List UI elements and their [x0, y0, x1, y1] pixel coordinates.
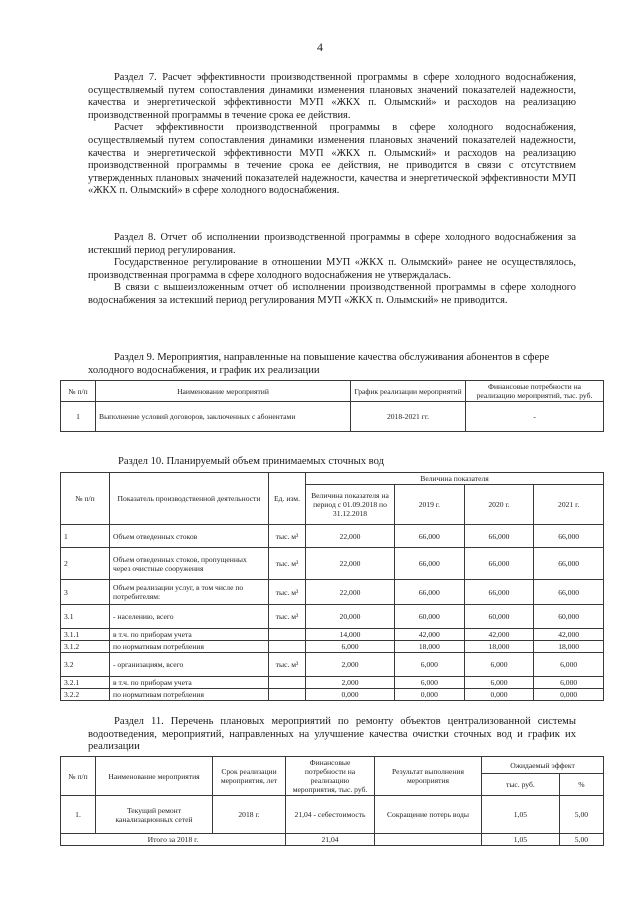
cell-2019: 0,000	[395, 689, 465, 701]
section7-paragraph-1: Раздел 7. Расчет эффективности производственной программы в сфере холодного водоснабжения, осуществляемый путем сопоставления динамики изменения плановых значений показателей надежности, качества и энергетической эффективности МУП «ЖКХ п. Олымский» и расходов на реализацию производственной программы в течение срока ее действия.	[88, 72, 576, 121]
cell-2021: 66,000	[534, 548, 604, 580]
page-number: 4	[317, 40, 323, 54]
col-num-header: № п/п	[61, 757, 96, 796]
cell-unit: тыс. м³	[269, 653, 306, 677]
cell-num: 3.2	[61, 653, 110, 677]
cell-unit	[269, 689, 306, 701]
table-row	[61, 629, 604, 641]
cell-period: 22,000	[306, 525, 395, 548]
cell-period: 2,000	[306, 653, 395, 677]
cell-2019: 66,000	[395, 548, 465, 580]
cell-total-pct: 5,00	[559, 834, 603, 846]
col-name-header: Наименование мероприятия	[96, 757, 213, 796]
cell-2020: 6,000	[464, 653, 534, 677]
cell-name: - населению, всего	[110, 605, 269, 629]
table-row	[61, 677, 604, 689]
cell-finance: 21,04 - себестоимость	[286, 796, 375, 834]
cell-total-label: Итого за 2018 г.	[61, 834, 286, 846]
section10-table	[60, 472, 604, 701]
col-schedule-header: График реализации мероприятий	[351, 381, 466, 402]
cell-unit: тыс. м³	[269, 580, 306, 605]
section11-table	[60, 756, 604, 846]
table-row	[61, 525, 604, 548]
cell-2021: 6,000	[534, 653, 604, 677]
cell-unit	[269, 629, 306, 641]
cell-unit	[269, 677, 306, 689]
cell-2019: 42,000	[395, 629, 465, 641]
cell-2020: 6,000	[464, 677, 534, 689]
section10-heading: Раздел 10. Планируемый объем принимаемых сточных вод	[118, 456, 384, 467]
cell-unit: тыс. м³	[269, 605, 306, 629]
cell-unit	[269, 641, 306, 653]
cell-2021: 0,000	[534, 689, 604, 701]
cell-num: 2	[61, 548, 110, 580]
cell-2020: 60,000	[464, 605, 534, 629]
section8-paragraph-2: Государственное регулирование в отношении МУП «ЖКХ п. Олымский» ранее не осуществлялось, производственная программа в сфере холодного водоснабжения не утверждалась.	[88, 257, 576, 281]
cell-num: 1	[61, 402, 96, 432]
cell-2019: 6,000	[395, 677, 465, 689]
section7-text	[88, 72, 576, 198]
col-2021-header: 2021 г.	[534, 485, 604, 525]
section8-paragraph-1: Раздел 8. Отчет об исполнении производственной программы в сфере холодного водоснабжения за истекший период регулирования.	[88, 232, 576, 256]
cell-unit: тыс. м³	[269, 548, 306, 580]
cell-num: 3.2.1	[61, 677, 110, 689]
cell-result: Сокращение потерь воды	[375, 796, 482, 834]
table-total-row	[61, 834, 604, 846]
cell-term: 2018 г.	[213, 796, 286, 834]
cell-2019: 18,000	[395, 641, 465, 653]
table-row	[61, 605, 604, 629]
col-finance-header: Финансовые потребности на реализацию мероприятия, тыс. руб.	[286, 757, 375, 796]
cell-2021: 60,000	[534, 605, 604, 629]
cell-2021: 6,000	[534, 677, 604, 689]
cell-name: в т.ч. по приборам учета	[110, 629, 269, 641]
section7-paragraph-2: Расчет эффективности производственной программы в сфере холодного водоснабжения, осуществляемый путем сопоставления динамики изменения плановых значений показателей надежности, качества и энергетической эффективности МУП «ЖКХ п. Олымский» и расходов на реализацию производственной программы в течение срока ее действия, не приводится в связи с отсутствием утвержденных плановых значений показателей надежности, качества и энергетической эффективности МУП «ЖКХ п. Олымский» в сфере холодного водоснабжения.	[88, 122, 576, 197]
cell-2021: 66,000	[534, 525, 604, 548]
col-effect-rub-header: тыс. руб.	[482, 774, 560, 796]
cell-num: 1	[61, 525, 110, 548]
col-num-header: № п/п	[61, 473, 110, 525]
col-2020-header: 2020 г.	[464, 485, 534, 525]
col-finance-header: Финансовые потребности на реализацию мероприятий, тыс. руб.	[466, 381, 604, 402]
table-row	[61, 548, 604, 580]
cell-name: Объем отведенных стоков	[110, 525, 269, 548]
table-header-row	[61, 473, 604, 485]
cell-2019: 60,000	[395, 605, 465, 629]
cell-2021: 18,000	[534, 641, 604, 653]
cell-total-finance: 21,04	[286, 834, 375, 846]
cell-2021: 66,000	[534, 580, 604, 605]
table-row	[61, 689, 604, 701]
cell-2019: 66,000	[395, 580, 465, 605]
cell-period: 6,000	[306, 641, 395, 653]
cell-schedule: 2018-2021 гг.	[351, 402, 466, 432]
cell-name: Объем реализации услуг, в том числе по потребителям:	[110, 580, 269, 605]
col-group-header: Величина показателя	[306, 473, 604, 485]
col-name-header: Наименование мероприятий	[96, 381, 351, 402]
cell-2020: 18,000	[464, 641, 534, 653]
col-name-header: Показатель производственной деятельности	[110, 473, 269, 525]
cell-name: - организациям, всего	[110, 653, 269, 677]
table-header-row	[61, 381, 604, 402]
cell-num: 3.1.2	[61, 641, 110, 653]
cell-period: 22,000	[306, 580, 395, 605]
cell-num: 1.	[61, 796, 96, 834]
col-result-header: Результат выполнения мероприятия	[375, 757, 482, 796]
table-row	[61, 653, 604, 677]
table-row	[61, 796, 604, 834]
cell-num: 3.2.2	[61, 689, 110, 701]
cell-2020: 66,000	[464, 580, 534, 605]
cell-unit: тыс. м³	[269, 525, 306, 548]
cell-name: по нормативам потребления	[110, 689, 269, 701]
cell-period: 14,000	[306, 629, 395, 641]
section9-table	[60, 380, 604, 432]
col-period-header: Величина показателя на период с 01.09.2018 по 31.12.2018	[306, 485, 395, 525]
cell-period: 0,000	[306, 689, 395, 701]
col-term-header: Срок реализации мероприятия, лет	[213, 757, 286, 796]
col-effect-header: Ожидаемый эффект	[482, 757, 604, 774]
cell-2019: 66,000	[395, 525, 465, 548]
cell-effect-pct: 5,00	[559, 796, 603, 834]
section8-text	[88, 232, 576, 308]
cell-name: по нормативам потребления	[110, 641, 269, 653]
table-row	[61, 402, 604, 432]
cell-period: 20,000	[306, 605, 395, 629]
cell-num: 3.1.1	[61, 629, 110, 641]
section11-heading: Раздел 11. Перечень плановых мероприятий по ремонту объектов централизованной системы водоотведения, мероприятий, направленных на улучшение качества очистки сточных вод и график их реализации	[88, 716, 576, 753]
section9-heading: Раздел 9. Мероприятия, направленные на повышение качества обслуживания абонентов в сфере холодного водоснабжения, и график их реализации	[88, 352, 550, 376]
cell-name: Выполнение условий договоров, заключенных с абонентами	[96, 402, 351, 432]
table-row	[61, 641, 604, 653]
cell-name: Объем отведенных стоков, пропущенных через очистные сооружения	[110, 548, 269, 580]
col-effect-pct-header: %	[559, 774, 603, 796]
cell-num: 3.1	[61, 605, 110, 629]
cell-period: 22,000	[306, 548, 395, 580]
cell-2020: 66,000	[464, 525, 534, 548]
cell-2019: 6,000	[395, 653, 465, 677]
cell-num: 3	[61, 580, 110, 605]
cell-2021: 42,000	[534, 629, 604, 641]
cell-total-result	[375, 834, 482, 846]
cell-2020: 66,000	[464, 548, 534, 580]
table-row	[61, 580, 604, 605]
cell-name: в т.ч. по приборам учета	[110, 677, 269, 689]
cell-period: 2,000	[306, 677, 395, 689]
col-unit-header: Ед. изм.	[269, 473, 306, 525]
cell-2020: 0,000	[464, 689, 534, 701]
col-num-header: № п/п	[61, 381, 96, 402]
cell-2020: 42,000	[464, 629, 534, 641]
cell-finance: -	[466, 402, 604, 432]
cell-name: Текущий ремонт канализационных сетей	[96, 796, 213, 834]
cell-total-rub: 1,05	[482, 834, 560, 846]
col-2019-header: 2019 г.	[395, 485, 465, 525]
section8-paragraph-3: В связи с вышеизложенным отчет об исполнении производственной программы в сфере холодного водоснабжения за истекший период регулирования МУП «ЖКХ п. Олымский» не приводится.	[88, 282, 576, 306]
table-header-row	[61, 757, 604, 774]
cell-effect-rub: 1,05	[482, 796, 560, 834]
